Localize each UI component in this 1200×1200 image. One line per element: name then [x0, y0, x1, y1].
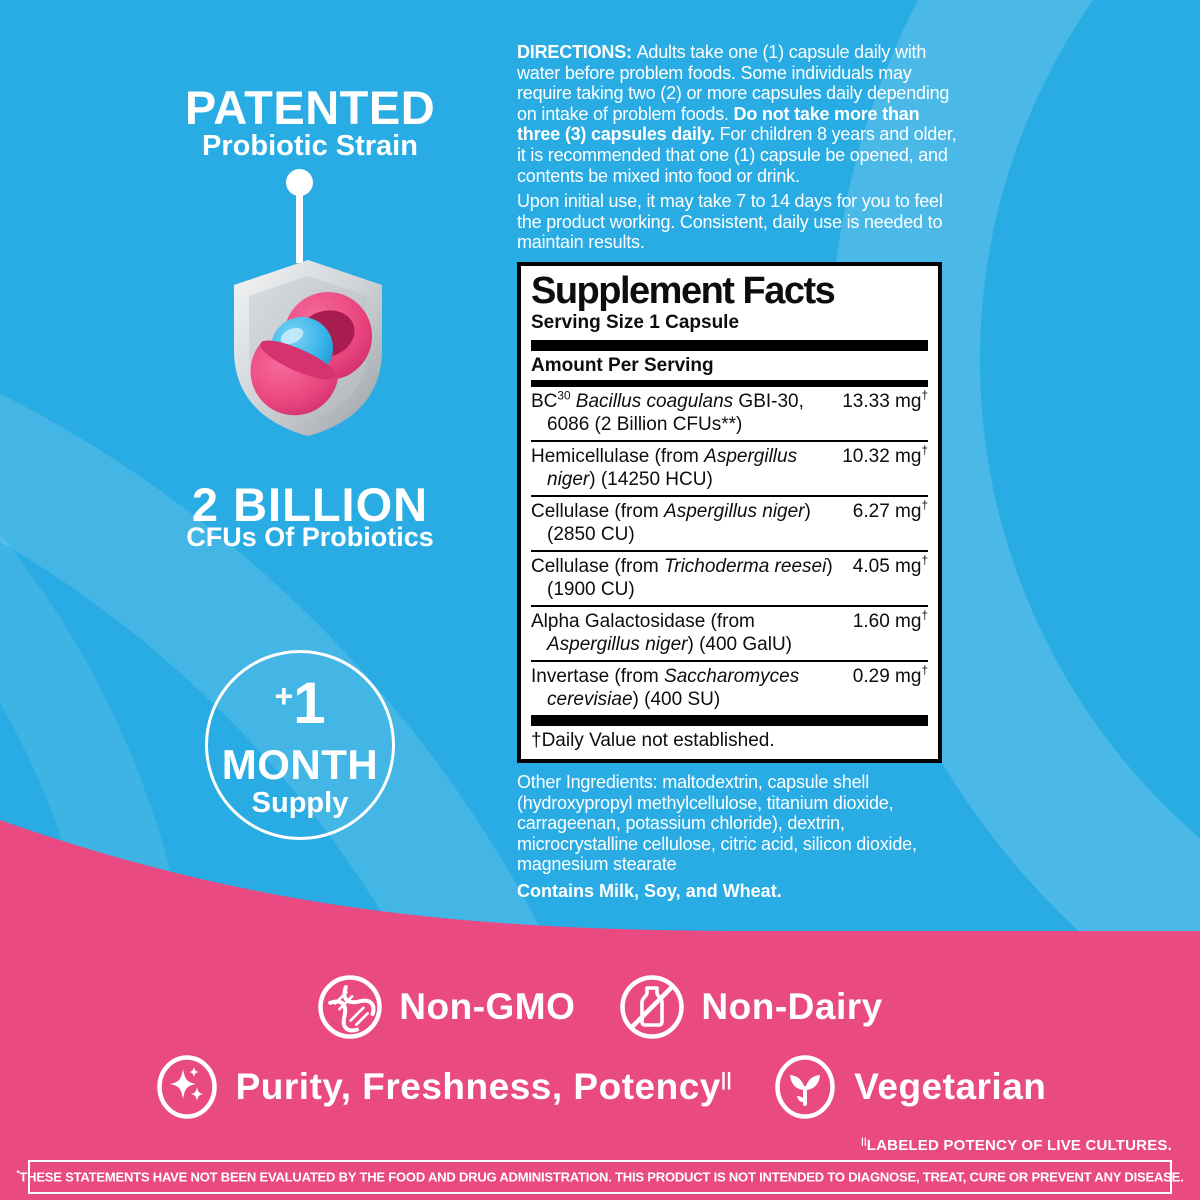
pin-dot-icon — [286, 169, 313, 196]
purity-footnote-marker: || — [720, 1068, 733, 1090]
dagger-marker: † — [921, 554, 928, 568]
non-dairy-label: Non-Dairy — [701, 986, 883, 1027]
ingredient-name — [531, 445, 836, 491]
text-segment: Cellulase (from — [531, 555, 665, 577]
non-dairy-badge — [619, 974, 882, 1040]
disclaimer-marker: * — [16, 1169, 20, 1179]
text-segment: Invertase (from — [531, 665, 665, 687]
right-column — [517, 42, 960, 902]
supplement-facts-row — [531, 495, 928, 550]
shield-probiotic-icon — [226, 256, 390, 440]
supplement-facts-row — [531, 387, 928, 440]
supply-plus: + — [274, 677, 294, 714]
ingredient-name — [531, 665, 847, 711]
disclaimer-text: THESE STATEMENTS HAVE NOT BEEN EVALUATED BY THE FOOD AND DRUG ADMINISTRATION. THIS PRODUCT IS NOT INTENDED TO DIAGNOSE, TREAT, CURE OR PREVENT ANY DISEASE. — [19, 1169, 1184, 1185]
supply-month-label: MONTH — [221, 740, 379, 788]
dagger-marker: † — [921, 444, 928, 458]
non-gmo-badge — [317, 974, 575, 1040]
ingredient-amount: 0.29 mg† — [852, 664, 928, 687]
text-segment: Adults take one (1) capsule daily with water before problem foods. Some individuals may require taking two (2) or more capsules daily depending on intake of problem foods. — [517, 42, 950, 124]
vegetarian-badge — [772, 1054, 1046, 1120]
ingredient-name — [531, 610, 847, 656]
directions-paragraph-1 — [517, 42, 960, 186]
text-segment: Alpha Galactosidase (from — [531, 610, 755, 632]
text-segment: ) (14250 HCU) — [589, 468, 713, 490]
allergen-statement: Contains Milk, Soy, and Wheat. — [517, 880, 782, 901]
pin-line-icon — [296, 193, 303, 263]
text-segment: maltodextrin, capsule shell (hydroxypropyl methylcellulose, titanium dioxide, carrageenan, potassium chloride), dextrin, microcrystalline cellulose, citric acid, silicon dioxide, magnesium stearate — [517, 771, 917, 875]
daily-value-footnote: †Daily Value not established. — [531, 729, 775, 751]
text-segment: Hemicellulase (from — [531, 445, 705, 467]
other-ingredients — [517, 772, 960, 875]
ingredient-name — [531, 555, 847, 601]
text-segment: ) (400 GalU) — [687, 633, 792, 655]
patented-subtitle: Probiotic Strain — [202, 130, 418, 162]
divider-bar — [531, 340, 928, 351]
supplement-facts-rows — [531, 387, 928, 715]
supplement-facts-panel — [517, 262, 942, 763]
text-segment: Aspergillus niger — [547, 633, 688, 655]
divider-bar — [531, 380, 928, 387]
text-segment: BC — [531, 390, 558, 412]
dagger-marker: † — [921, 389, 928, 403]
dna-icon — [317, 974, 383, 1040]
ingredient-name — [531, 500, 847, 546]
text-segment: ) (2850 CU) — [547, 500, 811, 545]
patented-title: PATENTED — [184, 81, 436, 134]
text-segment: Cellulase (from — [531, 500, 665, 522]
amount-per-serving-header: Amount Per Serving — [531, 354, 714, 376]
serving-size: Serving Size 1 Capsule — [531, 311, 740, 333]
directions-paragraph-2: Upon initial use, it may take 7 to 14 days for you to feel the product working. Consistent, daily use is needed to maintain results. — [517, 191, 943, 253]
text-segment: ) (400 SU) — [632, 688, 721, 710]
labeled-potency-text: LABELED POTENCY OF LIVE CULTURES. — [866, 1137, 1172, 1154]
text-segment: Saccharomyces cerevisiae — [547, 665, 800, 710]
sprout-icon — [772, 1054, 838, 1120]
badge-row-1 — [0, 974, 1200, 1040]
purity-label — [236, 1066, 733, 1108]
supplement-facts-title: Supplement Facts — [531, 269, 835, 312]
text-segment: 30 — [557, 389, 571, 403]
supplement-facts-row — [531, 440, 928, 495]
sparkles-icon — [154, 1054, 220, 1120]
text-segment: Bacillus coagulans — [575, 390, 734, 412]
fda-disclaimer-box — [16, 1160, 1184, 1194]
dagger-marker: † — [921, 609, 928, 623]
ingredient-amount: 6.27 mg† — [852, 499, 928, 522]
divider-bar — [531, 715, 928, 726]
text-segment: ) (1900 CU) — [547, 555, 833, 600]
text-segment: Do not take more than three (3) capsules daily. — [517, 103, 920, 145]
supplement-facts-row — [531, 550, 928, 605]
dagger-marker: † — [921, 499, 928, 513]
supplement-facts-row — [531, 605, 928, 660]
text-segment: Trichoderma reesei — [664, 555, 827, 577]
text-segment: DIRECTIONS: — [517, 42, 637, 62]
ingredient-amount: 13.33 mg† — [842, 389, 928, 412]
directions-block — [517, 42, 960, 253]
month-supply-badge — [205, 650, 395, 840]
billion-title: 2 BILLION — [191, 478, 429, 531]
vegetarian-label: Vegetarian — [854, 1066, 1047, 1107]
dagger-marker: † — [921, 664, 928, 678]
purity-text: Purity, Freshness, Potency — [235, 1066, 721, 1107]
non-gmo-label: Non-GMO — [399, 986, 576, 1027]
ingredient-amount: 4.05 mg† — [852, 554, 928, 577]
badge-row-2 — [0, 1054, 1200, 1120]
supply-supply-label: Supply — [251, 786, 349, 819]
labeled-potency-marker: || — [861, 1136, 867, 1146]
milk-bottle-slash-icon — [619, 974, 685, 1040]
ingredient-amount: 1.60 mg† — [852, 609, 928, 632]
text-segment: Other Ingredients: — [517, 771, 663, 792]
ingredient-name — [531, 390, 836, 436]
purity-badge — [154, 1054, 733, 1120]
text-segment: Aspergillus niger — [664, 500, 805, 522]
labeled-potency-note — [861, 1136, 1172, 1154]
supply-plus-one — [275, 671, 326, 744]
text-segment: Aspergillus niger — [547, 445, 798, 490]
text-segment: For children 8 years and older, it is recommended that one (1) capsule be opened, and contents be mixed into food or drink. — [517, 124, 957, 186]
supplement-facts-row — [531, 660, 928, 715]
supply-number: 1 — [293, 670, 326, 736]
billion-subtitle: CFUs Of Probiotics — [186, 522, 434, 552]
ingredient-amount: 10.32 mg† — [842, 444, 928, 467]
text-segment: GBI-30, 6086 (2 Billion CFUs**) — [547, 390, 804, 435]
